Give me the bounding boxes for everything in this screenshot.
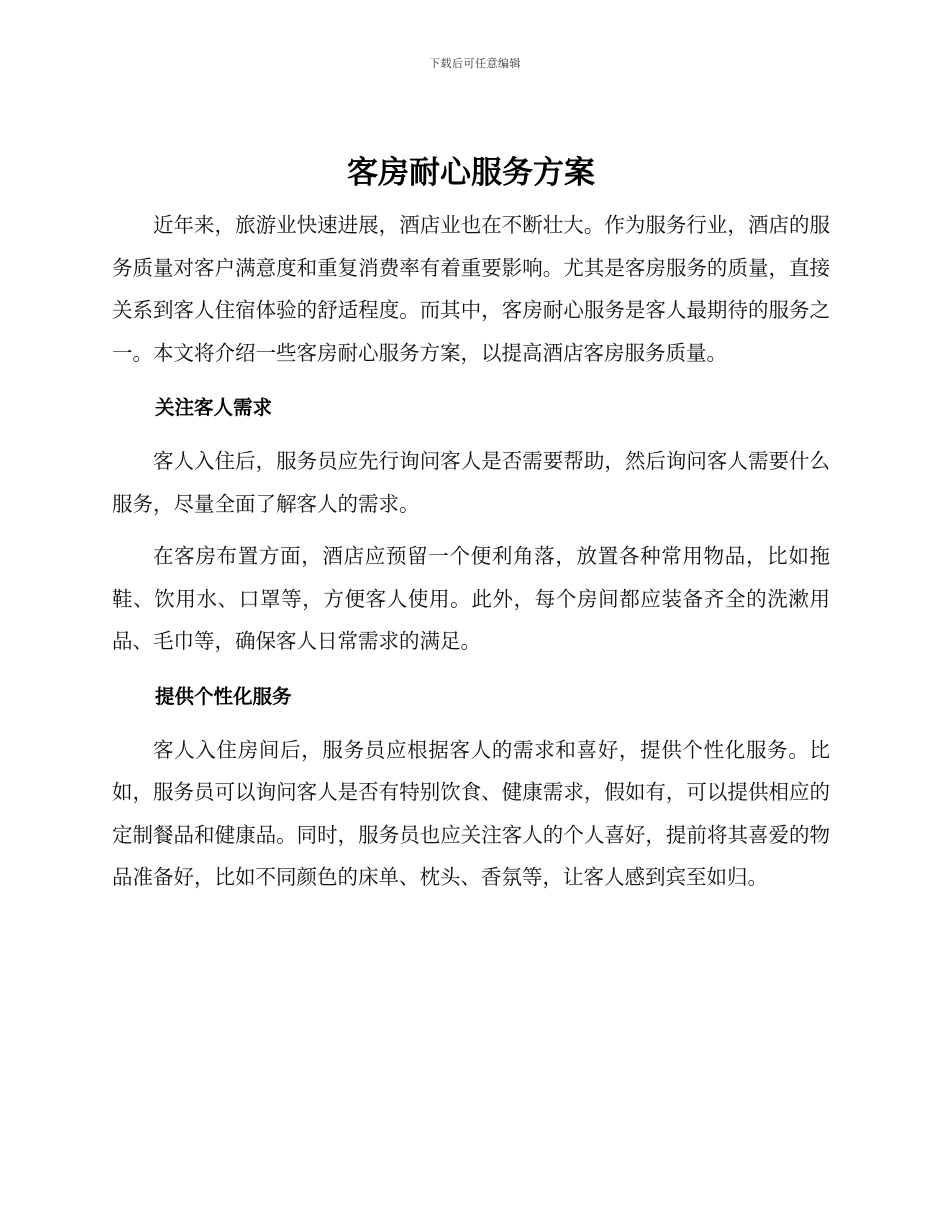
section-paragraph: 在客房布置方面，酒店应预留一个便利角落，放置各种常用物品，比如拖鞋、饮用水、口罩等，方便客人使用。此外，每个房间都应装备齐全的洗漱用品、毛巾等，确保客人日常需求的满足。 [112, 544, 830, 653]
document-title: 客房耐心服务方案 [347, 155, 595, 191]
section-heading-personalized-service: 提供个性化服务 [155, 684, 292, 708]
intro-paragraph: 近年来，旅游业快速进展，酒店业也在不断壮大。作为服务行业，酒店的服务质量对客户满意度和重复消费率有着重要影响。尤其是客房服务的质量，直接关系到客人住宿体验的舒适程度。而其中，客房耐心服务是客人最期待的服务之一。本文将介绍一些客房耐心服务方案，以提高酒店客房服务质量。 [112, 213, 830, 365]
section-paragraph: 客人入住后，服务员应先行询问客人是否需要帮助，然后询问客人需要什么服务，尽量全面了解客人的需求。 [112, 449, 830, 516]
section-heading-guest-needs: 关注客人需求 [155, 396, 273, 419]
document-body [112, 150, 830, 899]
section-paragraph: 客人入住房间后，服务员应根据客人的需求和喜好，提供个性化服务。比如，服务员可以询问客人是否有特别饮食、健康需求，假如有，可以提供相应的定制餐品和健康品。同时，服务员也应关注客人的个人喜好，提前将其喜爱的物品准备好，比如不同颜色的床单、枕头、香氛等，让客人感到宾至如归。 [112, 737, 830, 889]
page-header-note: 下载后可任意编辑 [429, 57, 521, 70]
